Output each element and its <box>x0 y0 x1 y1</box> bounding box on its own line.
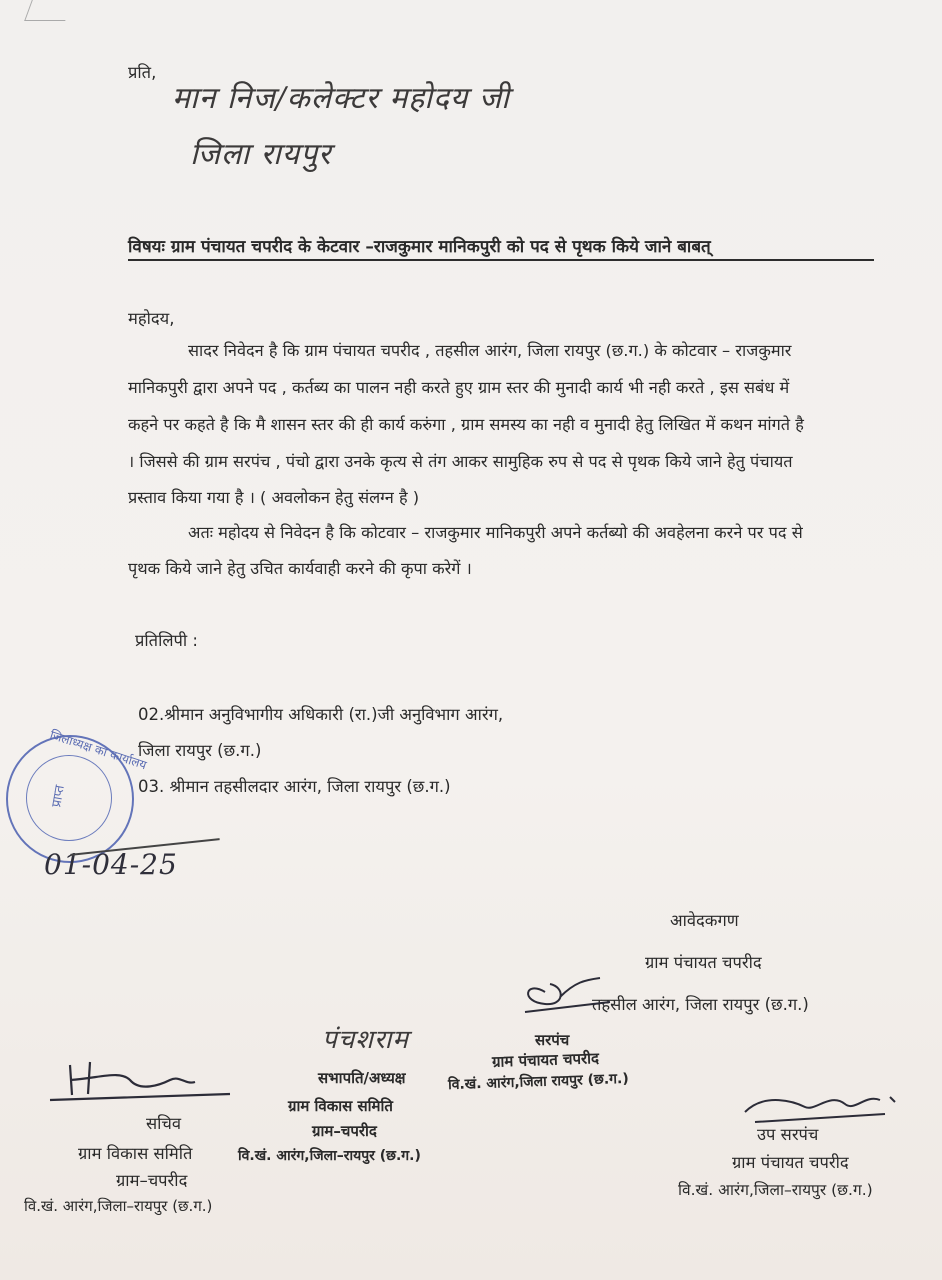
body-line-7: पृथक किये जाने हेतु उचित कार्यवाही करने की कृपा करेगें । <box>128 559 472 578</box>
applicants-org: ग्राम पंचायत चपरीद <box>645 953 762 972</box>
salutation: महोदय, <box>128 309 175 328</box>
up-sarpanch-line-1: ग्राम पंचायत चपरीद <box>732 1153 849 1172</box>
body-line-5: प्रस्ताव किया गया है । ( अवलोकन हेतु संलग्न है ) <box>128 488 420 507</box>
body-line-1: सादर निवेदन है कि ग्राम पंचायत चपरीद , तहसील आरंग, जिला रायपुर (छ.ग.) के कोटवार – राजकुमार <box>188 341 792 360</box>
up-sarpanch-line-2: वि.खं. आरंग,जिला–रायपुर (छ.ग.) <box>678 1181 873 1199</box>
seal-inner-ring <box>26 755 112 841</box>
subject-underline <box>128 259 874 261</box>
up-sarpanch-title: उप सरपंच <box>757 1125 819 1144</box>
sabhapati-line-3: वि.खं. आरंग,जिला–रायपुर (छ.ग.) <box>238 1148 421 1164</box>
sachiv-line-1: ग्राम विकास समिति <box>78 1144 193 1163</box>
sarpanch-title: सरपंच <box>535 1031 570 1049</box>
body-line-3: कहने पर कहते है कि मै शासन स्तर की ही कार्य करुंगा , ग्राम समस्य का नही व मुनादी हेतु लिखित में कथन मांगते है <box>128 415 804 434</box>
body-line-6: अतः महोदय से निवेदन है कि कोटवार – राजकुमार मानिकपुरी अपने कर्तब्यो की अवहेलना करने पर पद से <box>188 523 803 542</box>
receipt-seal <box>6 727 149 863</box>
to-handwritten-line2: जिला रायपुर <box>190 137 332 172</box>
sabhapati-line-1: ग्राम विकास समिति <box>288 1097 393 1115</box>
to-handwritten-line1: मान निज/कलेक्टर महोदय जी <box>172 81 510 116</box>
copy-label: प्रतिलिपी : <box>135 631 198 650</box>
sarpanch-line-2: वि.खं. आरंग,जिला रायपुर (छ.ग.) <box>447 1070 630 1094</box>
sabhapati-handwritten: पंचशराम <box>322 1025 409 1055</box>
seal-outer-text: जिलाध्यक्ष का कार्यालय <box>48 727 149 773</box>
sachiv-signature <box>40 1050 240 1110</box>
applicants-address: तहसील आरंग, जिला रायपुर (छ.ग.) <box>592 995 809 1014</box>
receipt-date: 01-04-25 <box>44 848 178 881</box>
sarpanch-line-1: ग्राम पंचायत चपरीद <box>491 1049 600 1071</box>
sabhapati-title: सभापति/अध्यक्ष <box>318 1069 406 1087</box>
copy-line-1: 02.श्रीमान अनुविभागीय अधिकारी (रा.)जी अनुविभाग आरंग, <box>138 705 504 724</box>
sachiv-line-2: ग्राम–चपरीद <box>116 1171 188 1190</box>
copy-line-2: जिला रायपुर (छ.ग.) <box>138 741 262 760</box>
corner-mark <box>24 0 73 21</box>
sabhapati-line-2: ग्राम–चपरीद <box>312 1122 377 1140</box>
copy-line-3: 03. श्रीमान तहसीलदार आरंग, जिला रायपुर (छ.ग.) <box>138 777 451 796</box>
body-line-4: । जिससे की ग्राम सरपंच , पंचो द्वारा उनके कृत्य से तंग आकर सामुहिक रुप से पद से पृथक किये जाने हेतु पंचायत <box>128 452 793 471</box>
to-label: प्रति, <box>128 63 157 82</box>
sachiv-line-3: वि.खं. आरंग,जिला–रायपुर (छ.ग.) <box>24 1197 213 1215</box>
sarpanch-signature <box>505 962 615 1022</box>
body-line-2: मानिकपुरी द्वारा अपने पद , कर्तब्य का पालन नही करते हुए ग्राम स्तर की मुनादी कार्य भी नही करते , इस सबंध में <box>128 378 790 397</box>
applicants-label: आवेदकगण <box>670 911 739 930</box>
subject-line: विषयः ग्राम पंचायत चपरीद के केटवार –राजकुमार मानिकपुरी को पद से पृथक किये जाने बाबत् <box>128 237 711 257</box>
sachiv-title: सचिव <box>146 1114 182 1133</box>
seal-center-text: प्राप्त <box>49 784 68 809</box>
